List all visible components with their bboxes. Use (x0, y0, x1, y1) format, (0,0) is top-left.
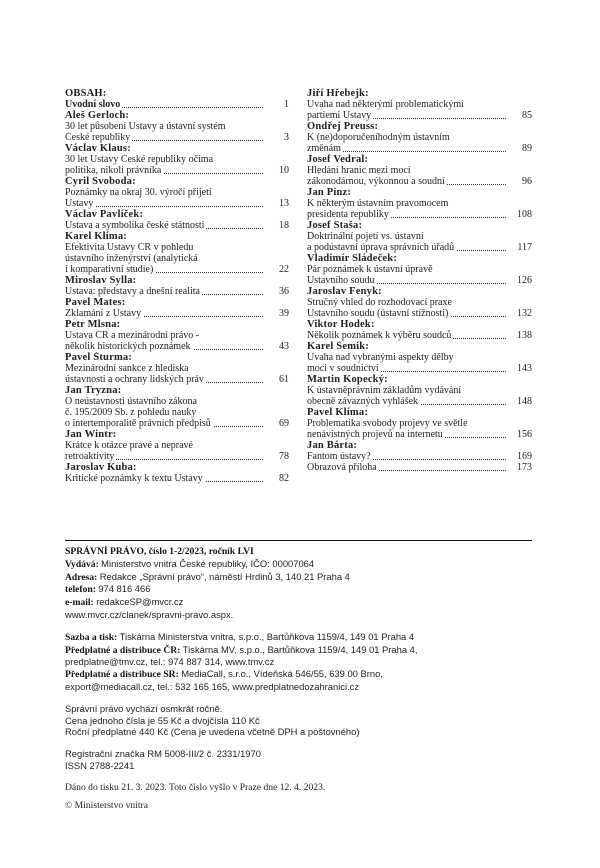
toc-entry-title: Ústava ČR a mezinárodní právo - (65, 330, 200, 341)
toc-entry-title: retroaktivity (65, 451, 115, 462)
toc-entry-title: Ústavy (65, 198, 94, 209)
toc-entry-title: nenávistných projevů na internetu (307, 429, 443, 440)
toc-page-number: 132 (517, 308, 532, 319)
toc-page-number: 1 (284, 99, 289, 110)
toc-entry-title: č. 195/2009 Sb. z pohledu nauky (65, 407, 197, 418)
toc-author: Ondřej Preuss: (307, 121, 379, 132)
toc-entry-title: presidenta republiky (307, 209, 389, 220)
toc-entry-title: Mezinárodní sankce z hlediska (65, 363, 189, 374)
toc-author: Pavel Šturma: (65, 352, 133, 363)
toc-entry[interactable] (65, 385, 289, 429)
toc-author: Václav Pavlíček: (65, 209, 144, 220)
toc-entry[interactable] (307, 253, 532, 286)
toc-entry-title: K některým ústavním pravomocem (307, 198, 449, 209)
toc-entry-title: Poznámky na okraj 30. výročí přijetí (65, 187, 212, 198)
toc-entry[interactable] (307, 88, 532, 121)
toc-entry-title: České republiky (65, 132, 131, 143)
toc-entry[interactable] (65, 176, 289, 209)
distribution-cr-line: Předplatné a distribuce ČR: Tiskárna MV, s.p.o., Bartůňkova 1159/4, 149 01 Praha 4, (65, 643, 418, 656)
toc-entry-title: Obrazová příloha (307, 462, 377, 473)
toc-page-number: 138 (517, 330, 532, 341)
toc-entry-title: Ústava: představy a dnešní realita (65, 286, 200, 297)
toc-entry-title: 30 let působení Ústavy a ústavní systém (65, 121, 226, 132)
email-link[interactable]: redakceSP@mvcr.cz (96, 596, 184, 608)
toc-entry-title: ústavnosti a ochrany lidských práv (65, 374, 204, 385)
phone-line: telefon: 974 816 466 (65, 583, 151, 596)
toc-author: Aleš Gerloch: (65, 110, 130, 121)
toc-entry-title: Stručný vhled do rozhodovací praxe (307, 297, 452, 308)
toc-page-number: 173 (517, 462, 532, 473)
toc-entry[interactable] (65, 352, 289, 385)
toc-entry[interactable] (307, 286, 532, 319)
toc-page-number: 89 (522, 143, 532, 154)
toc-page-number: 36 (279, 286, 289, 297)
toc-author: Pavel Klíma: (307, 407, 369, 418)
toc-page-number: 85 (522, 110, 532, 121)
toc-author: Jiří Hřebejk: (307, 88, 369, 99)
toc-entry-title: Efektivita Ústavy ČR v pohledu (65, 242, 194, 253)
toc-entry-title: Úvaha nad vybranými aspekty dělby (307, 352, 454, 363)
toc-entry-title: několik historických poznámek (65, 341, 191, 352)
frequency: Správní právo vychází osmkrát ročně. (65, 702, 223, 714)
toc-author: Josef Staša: (307, 220, 363, 231)
toc-left-column (65, 88, 289, 484)
toc-author: Pavel Mates: (65, 297, 126, 308)
toc-page-number: 22 (279, 264, 289, 275)
toc-page-number: 117 (517, 242, 532, 253)
toc-page-number: 126 (517, 275, 532, 286)
toc-entry[interactable] (307, 121, 532, 154)
toc-author: Karel Klíma: (65, 231, 127, 242)
toc-entry[interactable] (307, 440, 532, 462)
toc-entry-title: Hledání hranic mezi mocí (307, 165, 411, 176)
toc-page-number: 108 (517, 209, 532, 220)
registration: Registrační značka RM 5008-III/2 č. 2331/1970 (65, 748, 261, 760)
toc-title: OBSAH: (65, 88, 107, 99)
toc-page-number: 39 (279, 308, 289, 319)
toc-entry[interactable] (65, 99, 289, 110)
toc-entry-title: Krátce k otázce pravé a nepravé (65, 440, 193, 451)
toc-entry-title: a podústavní úprava správních úřadů (307, 242, 455, 253)
toc-entry-title: partiemi Ústavy (307, 110, 372, 121)
toc-page-number: 82 (279, 473, 289, 484)
toc-page-number: 10 (279, 165, 289, 176)
toc-entry-title: Kritické poznámky k textu Ústavy (65, 473, 203, 484)
toc-author: Miroslav Sylla: (65, 275, 137, 286)
toc-author: Viktor Hodek: (307, 319, 375, 330)
toc-entry-title: Ústava a symbolika české státnosti (65, 220, 205, 231)
address-line: Adresa: Redakce „Správní právo“, náměstí Hrdinů 3, 140 21 Praha 4 (65, 570, 350, 583)
toc-entry[interactable] (307, 374, 532, 407)
toc-entry[interactable] (307, 341, 532, 374)
toc-entry-title: Fantom ústavy? (307, 451, 371, 462)
toc-right-column (307, 88, 532, 473)
toc-entry[interactable] (307, 319, 532, 341)
toc-entry[interactable] (65, 462, 289, 484)
toc-entry-title: ústavního inženýrství (analytická (65, 253, 198, 264)
toc-author: Jaroslav Kuba: (65, 462, 137, 473)
toc-author: Jan Wintr: (65, 429, 117, 440)
toc-entry-title: zákonodárnou, výkonnou a soudní (307, 176, 445, 187)
toc-entry[interactable] (65, 429, 289, 462)
toc-page-number: 96 (522, 176, 532, 187)
issn: ISSN 2788-2241 (65, 759, 135, 771)
toc-author: Jan Pinz: (307, 187, 352, 198)
toc-entry-title: Doktrinální pojetí vs. ústavní (307, 231, 424, 242)
toc-entry-title: Několik poznámek k výběru soudců (307, 330, 452, 341)
toc-entry[interactable] (65, 143, 289, 176)
print-line: Sazba a tisk: Tiskárna Ministerstva vnitra, s.p.o., Bartůňkova 1159/4, 149 01 Praha 4 (65, 630, 415, 643)
print-date: Dáno do tisku 21. 3. 2023. Toto číslo vyšlo v Praze dne 12. 4. 2023. (65, 781, 326, 793)
imprint (65, 546, 532, 811)
toc-entry[interactable] (307, 154, 532, 187)
toc-entry-title: i komparativní studie) (65, 264, 154, 275)
toc-page-number: 78 (279, 451, 289, 462)
toc-entry-title: K ústavněprávním základům vydávání (307, 385, 462, 396)
divider (65, 540, 532, 541)
toc-entry-title: Úvaha nad některými problematickými (307, 99, 464, 110)
toc-entry-title: O neústavnosti ústavního zákona (65, 396, 197, 407)
email-line: e-mail: redakceSP@mvcr.cz (65, 596, 184, 609)
toc-author: Josef Vedral: (307, 154, 369, 165)
toc-page-number: 69 (279, 418, 289, 429)
toc-page-number: 13 (279, 198, 289, 209)
toc-page-number: 3 (284, 132, 289, 143)
toc-entry[interactable] (307, 407, 532, 440)
toc-entry[interactable] (65, 231, 289, 275)
price: Cena jednoho čísla je 55 Kč a dvojčísla 110 Kč (65, 714, 260, 726)
distribution-sr-line: Předplatné a distribuce SR: MediaCall, s.r.o., Vídeňská 546/55, 639 00 Brno, (65, 668, 383, 681)
subscription: Roční předplatné 440 Kč (Cena je uvedena včetně DPH a poštovného) (65, 726, 360, 738)
toc-entry[interactable] (65, 209, 289, 231)
distribution-cr-contact: predplatne@tmv.cz, tel.: 974 887 314, www.tmv.cz (65, 656, 275, 668)
toc-page-number: 43 (279, 341, 289, 352)
toc-entry-title: 30 let Ústavy České republiky očima (65, 154, 214, 165)
toc-page-number: 18 (279, 220, 289, 231)
toc-entry-title: moci v soudnictví (307, 363, 379, 374)
distribution-sr-contact: export@mediacall.cz, tel.: 532 165 165, www.predplatnedozahranici.cz (65, 680, 360, 692)
toc-page-number: 148 (517, 396, 532, 407)
toc-author: Karel Šemík: (307, 341, 369, 352)
toc-entry[interactable] (65, 319, 289, 352)
web-link[interactable]: www.mvcr.cz/clanek/spravni-pravo.aspx. (65, 608, 234, 620)
toc-entry[interactable] (65, 297, 289, 319)
toc-author: Cyril Svoboda: (65, 176, 136, 187)
toc-entry[interactable] (65, 110, 289, 143)
publisher-line: Vydává: Ministerstvo vnitra České republiky, IČO: 00007064 (65, 557, 315, 570)
toc-author: Jan Tryzna: (65, 385, 122, 396)
toc-page-number: 169 (517, 451, 532, 462)
toc-page-number: 61 (279, 374, 289, 385)
toc-entry-title: politika, nikoli právníka (65, 165, 162, 176)
toc-entry[interactable] (65, 275, 289, 297)
toc-entry-title: Pár poznámek k ústavní úpravě (307, 264, 433, 275)
toc-entry-title: Ústavního soudu (ústavní stížnosti) (307, 308, 449, 319)
toc-author: Jan Bárta: (307, 440, 358, 451)
toc-page-number: 143 (517, 363, 532, 374)
toc-entry-title: obecně závazných vyhlášek (307, 396, 419, 407)
journal-title: SPRÁVNÍ PRÁVO, číslo 1-2/2023, ročník LVI (65, 546, 254, 557)
toc-entry-title: Úvodní slovo (65, 99, 121, 110)
toc-entry-title: změnám (307, 143, 341, 154)
toc-entry[interactable] (307, 462, 532, 473)
toc-entry[interactable] (307, 220, 532, 253)
toc-entry-title: Ústavního soudu (307, 275, 375, 286)
toc-author: Jaroslav Fenyk: (307, 286, 382, 297)
toc-author: Martin Kopecký: (307, 374, 388, 385)
toc-author: Vladimír Sládeček: (307, 253, 398, 264)
toc-author: Václav Klaus: (65, 143, 131, 154)
toc-page-number: 156 (517, 429, 532, 440)
toc-entry[interactable] (307, 187, 532, 220)
toc-entry-title: o intertemporalitě právních předpisů (65, 418, 211, 429)
toc-entry-title: Problematika svobody projevy ve světle (307, 418, 468, 429)
toc-entry-title: K (ne)doporučeníhodným ústavním (307, 132, 450, 143)
toc-entry-title: Zklamání z Ústavy (65, 308, 142, 319)
toc-author: Petr Mlsna: (65, 319, 121, 330)
copyright: © Ministerstvo vnitra (65, 799, 148, 811)
